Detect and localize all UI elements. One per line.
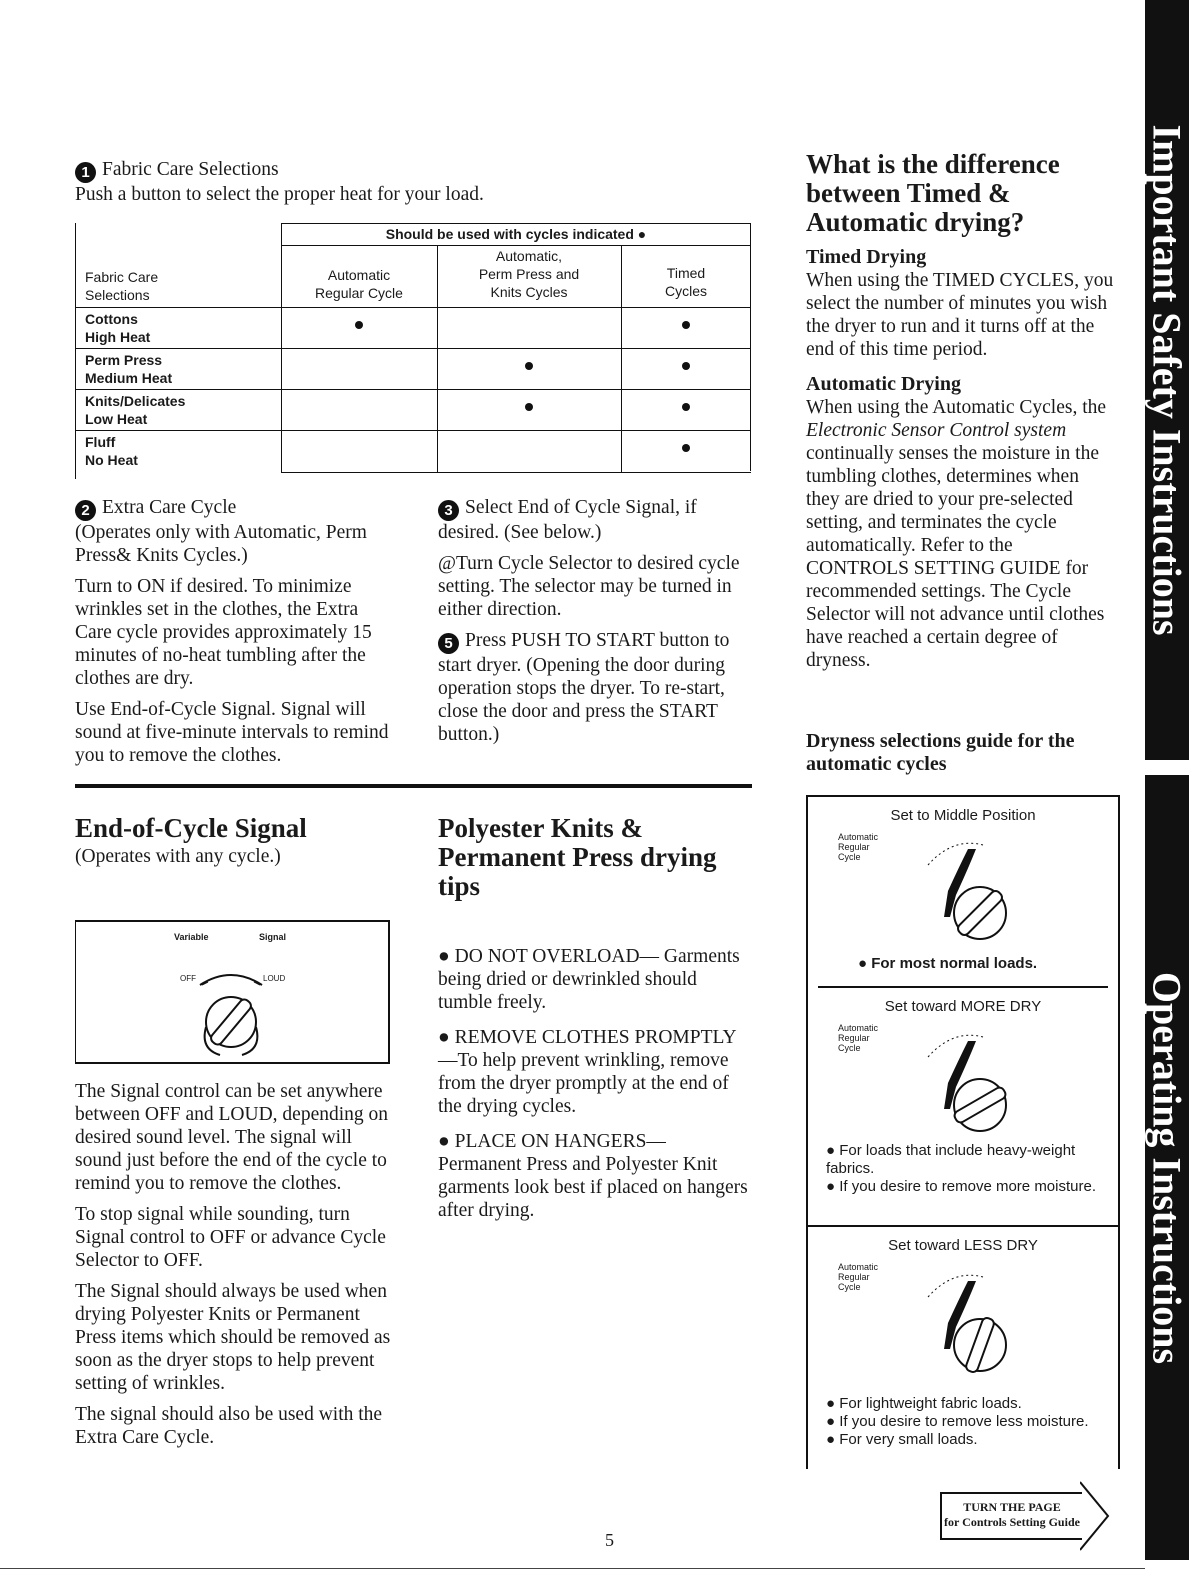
- tab-important-safety[interactable]: Important Safety Instructions: [1145, 0, 1189, 760]
- step-5-text: Press PUSH TO START button to start dryer. (Opening the door during operation stops the dryer. To re-start, close the door and press the START button.): [438, 630, 730, 745]
- table-dot-timed: [682, 403, 690, 411]
- tip-3-head: PLACE ON HANGERS—: [454, 1131, 666, 1152]
- panel-1-heading: Set to Middle Position: [890, 807, 1036, 824]
- polyester-title: Polyester Knits & Permanent Press drying tips: [438, 813, 717, 901]
- section-divider: [75, 784, 752, 788]
- timed-drying-head: Timed Drying: [806, 246, 927, 268]
- table-dot-timed: [682, 321, 690, 329]
- tip-2-body: To help prevent wrinkling, remove from the dryer promptly at the end of the drying cycles.: [438, 1050, 729, 1117]
- dryness-guide-box: [806, 795, 1120, 1469]
- turn-page-arrow-icon: [1080, 1480, 1112, 1552]
- fabric-care-subtitle: Push a button to select the proper heat for your load.: [75, 184, 484, 205]
- extra-care-title: Extra Care Cycle: [102, 497, 237, 518]
- tip-1-body: Garments being dried or dewrinkled should tumble freely.: [438, 946, 740, 1013]
- panel-3-bullets: ● For lightweight fabric loads. ● If you desire to remove less moisture. ● For very small loads.: [826, 1395, 1089, 1448]
- fabric-care-title: Fabric Care Selections: [102, 159, 279, 180]
- panel-3-dial-labels: Automatic Regular Cycle: [838, 1262, 879, 1292]
- panel-3-heading: Set toward LESS DRY: [888, 1237, 1038, 1254]
- end-of-cycle-p3: The Signal should always be used when drying Polyester Knits or Permanent Press items which should be removed as soon as the dryer stops to help prevent setting of wrinkles.: [75, 1281, 391, 1394]
- tab-operating-instructions[interactable]: Operating Instructions: [1145, 775, 1189, 1560]
- fabric-care-heading: [75, 158, 775, 183]
- dial-label-variable: Variable: [174, 932, 209, 942]
- dial-label-signal: Signal: [259, 932, 287, 942]
- cycle-knob-more-dry-icon: [898, 1017, 1038, 1147]
- extra-care-section: [75, 496, 395, 767]
- dial-label-loud: LOUD: [263, 974, 286, 983]
- signal-dial-box: [75, 920, 390, 1064]
- col-header-regular: Automatic Regular Cycle: [315, 267, 403, 301]
- dryness-guide-title: Dryness selections guide for the automatic cycles: [806, 730, 1075, 775]
- dial-label-off: OFF: [180, 974, 196, 983]
- cycle-knob-middle-icon: [898, 825, 1038, 955]
- step-number-2: 2: [75, 500, 96, 521]
- col-header-fabric: Fabric Care Selections: [85, 269, 159, 303]
- table-row-perm-press: Perm Press Medium Heat: [85, 352, 173, 386]
- turn-page-line2: for Controls Setting Guide: [944, 1515, 1080, 1529]
- table-dot-perm: [525, 403, 533, 411]
- table-dot-regular: [355, 321, 363, 329]
- cycle-knob-less-dry-icon: [898, 1257, 1038, 1387]
- end-of-cycle-p2: To stop signal while sounding, turn Signal control to OFF or advance Cycle Selector to OFF.: [75, 1204, 386, 1271]
- tip-2-head: REMOVE CLOTHES PROMPTLY—: [438, 1027, 737, 1071]
- table-row-fluff: Fluff No Heat: [85, 434, 138, 468]
- table-dot-timed: [682, 362, 690, 370]
- table-group-header: Should be used with cycles indicated ●: [385, 226, 647, 242]
- difference-title: What is the difference between Timed & Automatic drying?: [806, 149, 1060, 237]
- end-of-cycle-p4: The signal should also be used with the Extra Care Cycle.: [75, 1404, 383, 1448]
- panel-2-dial-labels: Automatic Regular Cycle: [838, 1023, 879, 1053]
- turn-page-line1: TURN THE PAGE: [963, 1500, 1061, 1514]
- extra-care-paren: (Operates only with Automatic, Perm Press& Knits Cycles.): [75, 522, 367, 566]
- bottom-rule: [0, 1568, 1145, 1569]
- steps-3-5: [438, 496, 758, 746]
- extra-care-p1: Turn to ON if desired. To minimize wrinkles set in the clothes, the Extra Care cycle provides approximately 15 minutes of no-heat tumbling after the clothes are dry.: [75, 576, 372, 689]
- fabric-care-table: [75, 223, 751, 479]
- step-number-5: 5: [438, 633, 459, 654]
- table-row-cottons: Cottons High Heat: [85, 311, 151, 345]
- end-of-cycle-title: End-of-Cycle Signal: [75, 813, 307, 843]
- tip-3-body: Permanent Press and Polyester Knit garments look best if placed on hangers after drying.: [438, 1154, 748, 1221]
- panel-2-bullets: ● For loads that include heavy-weight fabrics. ● If you desire to remove more moisture.: [826, 1142, 1096, 1195]
- step-4-text: @Turn Cycle Selector to desired cycle setting. The selector may be turned in either direction.: [438, 553, 740, 620]
- table-dot-timed: [682, 444, 690, 452]
- panel-1-bullet: ● For most normal loads.: [858, 955, 1038, 972]
- col-header-timed: Timed Cycles: [664, 265, 707, 299]
- page-number: 5: [605, 1530, 614, 1550]
- timed-drying-body: When using the TIMED CYCLES, you select the number of minutes you wish the dryer to run and it turns off at the end of this time period.: [806, 270, 1114, 360]
- end-of-cycle-p1: The Signal control can be set anywhere between OFF and LOUD, depending on desired sound level. The signal will sound just before the end of the cycle to remind you to remove the clothes.: [75, 1081, 389, 1194]
- panel-1-dial-labels: Automatic Regular Cycle: [838, 832, 879, 862]
- table-row-knits: Knits/Delicates Low Heat: [85, 393, 186, 427]
- col-header-perm-knits: Automatic, Perm Press and Knits Cycles: [478, 248, 580, 300]
- auto-drying-head: Automatic Drying: [806, 373, 961, 395]
- difference-body: [806, 246, 1116, 672]
- panel-2-heading: Set toward MORE DRY: [884, 998, 1042, 1015]
- step-number-1: 1: [75, 162, 96, 183]
- auto-drying-body: When using the Automatic Cycles, the Electronic Sensor Control system continually senses the moisture in the tumbling clothes, determines when they are dried to your pre-selected setting, and terminates the cycle automatically. Refer to the CONTROLS SETTING GUIDE for recommended settings. The Cycle Selector will not advance until clothes have reached a certain degree of dryness.: [806, 397, 1107, 671]
- turn-page-box[interactable]: [940, 1492, 1082, 1540]
- tip-1-head: DO NOT OVERLOAD—: [454, 946, 660, 967]
- polyester-tips: ● DO NOT OVERLOAD— Garments being dried or dewrinkled should tumble freely. ● REMOVE CLOTHES PROMPTLY—To help prevent wrinkling, remove from the dryer promptly at the end of the drying cycles. ● PLACE ON HANGERS— Permanent Press and Polyester Knit garments look best if placed on hangers after drying.: [438, 946, 748, 1221]
- end-of-cycle-body: [75, 1080, 395, 1449]
- table-dot-perm: [525, 362, 533, 370]
- signal-knob-icon[interactable]: [186, 967, 276, 1057]
- end-of-cycle-subtitle: (Operates with any cycle.): [75, 846, 281, 867]
- extra-care-p2: Use End-of-Cycle Signal. Signal will sound at five-minute intervals to remind you to remove the clothes.: [75, 699, 389, 766]
- step-3-text: Select End of Cycle Signal, if desired. (See below.): [438, 497, 697, 543]
- step-number-3: 3: [438, 500, 459, 521]
